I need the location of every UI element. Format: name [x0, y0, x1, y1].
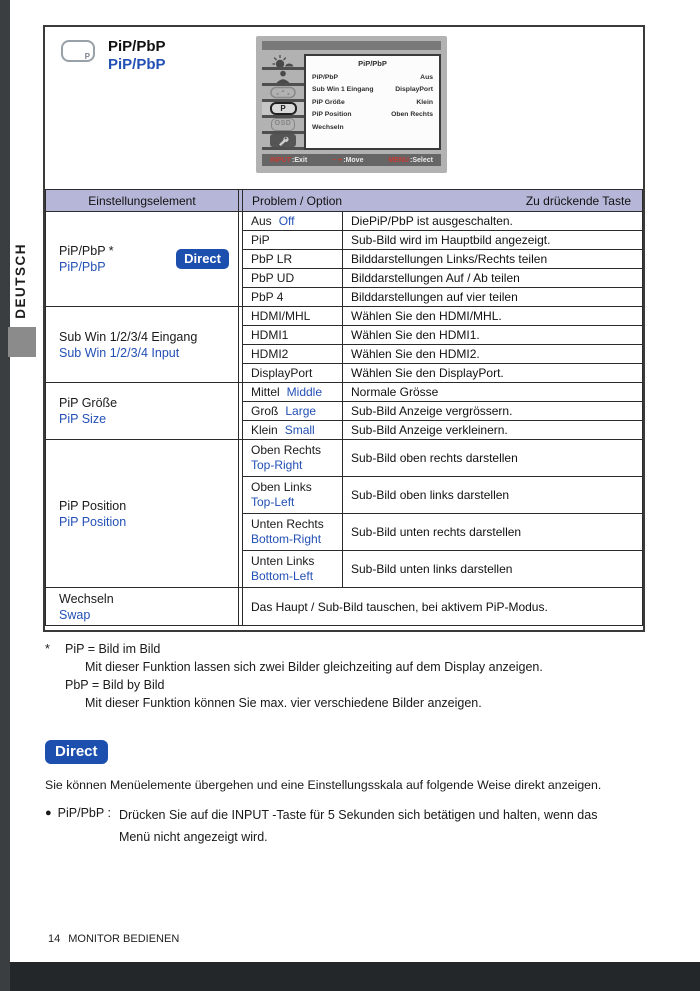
footnote-marker: * — [45, 642, 50, 656]
footer-text: MONITOR BEDIENEN — [68, 933, 180, 945]
osd-titlebar — [262, 41, 441, 50]
desc-cell: Wählen Sie den HDMI1. — [343, 326, 643, 345]
option-cell: HDMI1 — [243, 326, 343, 345]
group-label-cell: Wechseln Swap — [46, 588, 239, 626]
desc-cell: Sub-Bild unten rechts darstellen — [343, 514, 643, 551]
footnote-line3: PbP = Bild by Bild — [65, 678, 165, 692]
desc-cell: Wählen Sie den HDMI2. — [343, 345, 643, 364]
desc-cell: Wählen Sie den HDMI/MHL. — [343, 307, 643, 326]
wrench-icon — [270, 134, 296, 147]
bullet-icon: ● — [45, 807, 52, 819]
footnote — [45, 642, 645, 714]
footnote-line4: Mit dieser Funktion können Sie max. vier verschiedene Bilder anzeigen. — [85, 696, 482, 710]
color-adjust-icon — [262, 70, 304, 86]
osd-menu-icon: OSD — [262, 118, 304, 134]
osd-item-value: Aus — [420, 73, 433, 81]
heading-title-en: PiP/PbP — [108, 56, 166, 73]
desc-cell: DiePiP/PbP ist ausgeschalten. — [343, 212, 643, 231]
table-header-col23 — [243, 190, 643, 212]
desc-cell: Sub-Bild oben links darstellen — [343, 477, 643, 514]
osd-item-label: PiP/PbP — [312, 73, 339, 81]
osd-panel-title: PiP/PbP — [358, 59, 387, 68]
table-header-key: Zu drückende Taste — [525, 193, 631, 208]
setup-icon — [262, 134, 304, 150]
direct-badge: Direct — [176, 249, 229, 269]
desc-cell: Bilddarstellungen Links/Rechts teilen — [343, 250, 643, 269]
heading-title-de: PiP/PbP — [108, 38, 166, 55]
osd-hintbar — [262, 154, 441, 166]
desc-cell: Sub-Bild Anzeige vergrössern. — [343, 402, 643, 421]
pip-p-letter: P — [280, 104, 286, 113]
bullet-line2: Menü nicht angezeigt wird. — [118, 830, 268, 844]
group-label-cell: PiP Größe PiP Size — [46, 383, 239, 440]
group-label-cell: PiP Position PiP Position — [46, 440, 239, 588]
osd-screenshot — [256, 36, 447, 173]
settings-table — [45, 189, 643, 626]
footnote-line2: Mit dieser Funktion lassen sich zwei Bilder gleichzeiting auf dem Display anzeigen. — [85, 660, 543, 674]
option-cell: Mittel Middle — [243, 383, 343, 402]
option-cell: Unten Rechts Bottom-Right — [243, 514, 343, 551]
language-tab-label: DEUTSCH — [13, 243, 28, 319]
osd-panel — [304, 54, 441, 150]
section-header — [45, 27, 643, 189]
group-label-cell: PiP/PbP * PiP/PbP Direct — [46, 212, 239, 307]
pip-p-icon — [262, 102, 304, 118]
desc-cell: Das Haupt / Sub-Bild tauschen, bei aktivem PiP-Modus. — [243, 588, 643, 626]
desc-cell: Sub-Bild oben rechts darstellen — [343, 440, 643, 477]
desc-cell: Normale Grösse — [343, 383, 643, 402]
osd-menu-item — [312, 99, 433, 106]
page-footer — [48, 933, 179, 945]
heading-titles — [108, 38, 166, 74]
osd-item-label: PiP Größe — [312, 98, 345, 106]
table-header-option: Problem / Option — [252, 193, 343, 208]
content-frame — [43, 25, 645, 632]
section-heading — [61, 38, 166, 74]
osd-item-value: Klein — [416, 98, 433, 106]
hint-exit: INPUT:Exit — [270, 156, 308, 164]
osd-sidebar — [262, 54, 304, 150]
desc-cell: Bilddarstellungen auf vier teilen — [343, 288, 643, 307]
option-cell: PbP LR — [243, 250, 343, 269]
bullet-label: PiP/PbP : — [57, 806, 111, 820]
option-cell: Unten Links Bottom-Left — [243, 551, 343, 588]
bullet-line1: Drücken Sie auf die INPUT -Taste für 5 Sekunden sich betätigen und halten, wenn das — [118, 808, 598, 822]
osd-menu-item — [312, 74, 433, 81]
option-cell: PbP 4 — [243, 288, 343, 307]
osd-item-value: DisplayPort — [395, 86, 433, 93]
option-cell: Oben Rechts Top-Right — [243, 440, 343, 477]
hint-select: MENU:Select — [388, 156, 433, 164]
scan-bottom-edge — [0, 962, 700, 991]
language-tab-marker — [8, 327, 36, 357]
osd-item-label: PiP Position — [312, 111, 352, 118]
direct-section-intro: Sie können Menüelemente übergehen und eine Einstellungsskala auf folgende Weise direkt anzeigen. — [45, 778, 602, 792]
desc-cell: Sub-Bild Anzeige verkleinern. — [343, 421, 643, 440]
option-cell: HDMI2 — [243, 345, 343, 364]
option-cell: HDMI/MHL — [243, 307, 343, 326]
osd-item-label: Wechseln — [312, 123, 344, 131]
group-label-cell: Sub Win 1/2/3/4 Eingang Sub Win 1/2/3/4 Input — [46, 307, 239, 383]
pip-icon-letter: P — [84, 52, 90, 61]
option-cell: PbP UD — [243, 269, 343, 288]
table-header-col1: Einstellungselement — [46, 190, 239, 212]
desc-cell: Sub-Bild wird im Hauptbild angezeigt. — [343, 231, 643, 250]
option-cell: Klein Small — [243, 421, 343, 440]
option-cell: PiP — [243, 231, 343, 250]
osd-item-label: Sub Win 1 Eingang — [312, 86, 374, 93]
footnote-line1: PiP = Bild im Bild — [65, 642, 161, 656]
osd-item-value: Oben Rechts — [391, 111, 433, 118]
osd-menu-item — [312, 111, 433, 118]
option-cell: Aus Off — [243, 212, 343, 231]
desc-cell: Wählen Sie den DisplayPort. — [343, 364, 643, 383]
osd-menu-item — [312, 86, 433, 93]
direct-bullet — [45, 804, 655, 848]
picture-adjust-icon — [262, 54, 304, 70]
option-cell: DisplayPort — [243, 364, 343, 383]
option-cell: Groß Large — [243, 402, 343, 421]
desc-cell: Bilddarstellungen Auf / Ab teilen — [343, 269, 643, 288]
desc-cell: Sub-Bild unten links darstellen — [343, 551, 643, 588]
hint-move: − +:Move — [332, 156, 364, 164]
page-number: 14 — [48, 933, 61, 945]
scan-left-edge — [0, 0, 10, 991]
geometry-icon — [262, 86, 304, 102]
osd-body — [262, 54, 441, 150]
direct-section-badge: Direct — [45, 740, 108, 764]
pip-monitor-icon — [61, 40, 95, 62]
option-cell: Oben Links Top-Left — [243, 477, 343, 514]
osd-menu-item — [312, 124, 433, 131]
